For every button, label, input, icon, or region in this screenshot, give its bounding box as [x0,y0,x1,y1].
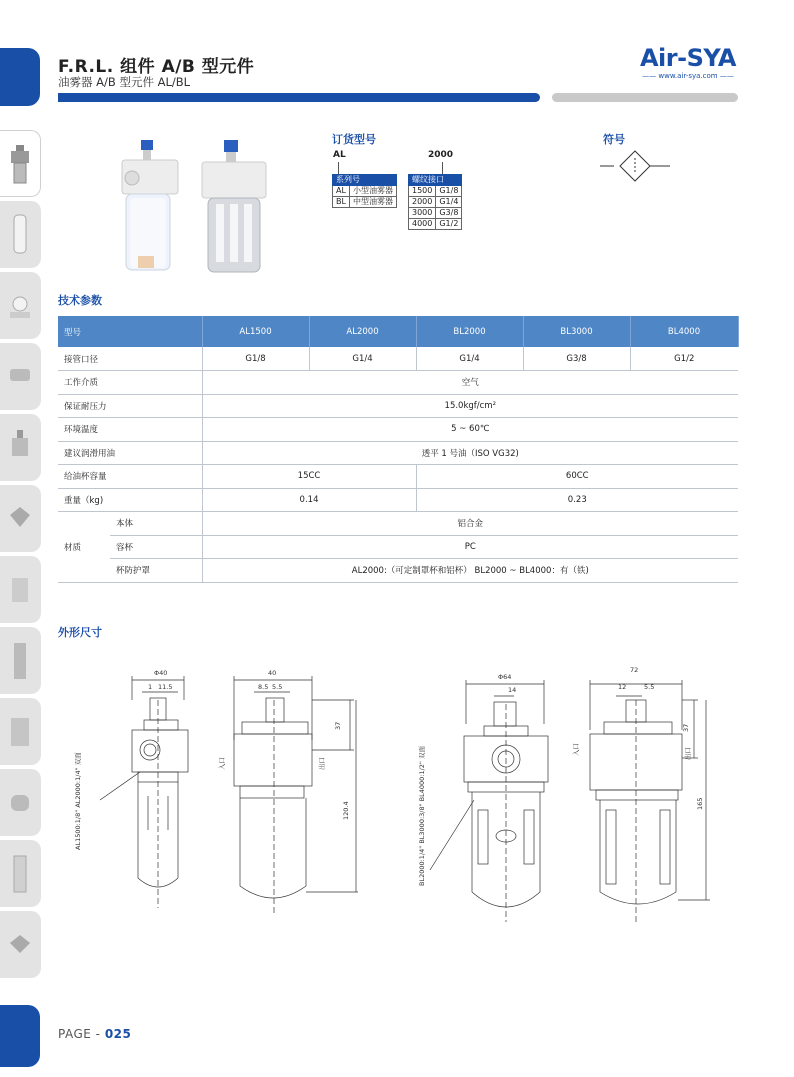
inlet-label: 入口 [218,757,226,770]
sidebar-tab-fitting[interactable] [0,343,41,410]
thread-row [409,186,462,197]
spec-label: 工作介质 [58,371,202,395]
inlet-label: 入口 [572,743,580,756]
spec-header-cell: AL1500 [202,316,309,347]
drawing-bl-front [430,680,548,922]
thread-port: G1/2 [436,219,462,230]
spec-label: 建议润滑用油 [58,441,202,465]
thread-size: 1500 [409,186,436,197]
series-code: AL [333,186,350,197]
series-row [333,186,397,197]
spec-value: 透平 1 号油（ISO VG32) [202,441,738,465]
dim-label: 165 [696,797,704,810]
drawing-al-side [234,676,358,916]
footer-corner-tab [0,1005,40,1067]
filter-icon [8,213,32,257]
spec-sublabel: 本体 [110,512,202,536]
dim-label: BL2000:1/4" BL3000:3/8" BL4000:1/2" 双面 [418,746,426,886]
dimension-drawings [58,660,738,930]
spec-value: G3/8 [523,347,630,371]
elbow-icon [8,781,32,825]
thread-size: 3000 [409,208,436,219]
spec-row-bowl [58,535,738,559]
sidebar-tab-filter[interactable] [0,201,41,268]
spec-row-port [58,347,738,371]
page-subtitle: 油雾器 A/B 型元件 AL/BL [58,75,191,89]
dim-label: 40 [268,669,277,677]
spec-value: 空气 [202,371,738,395]
spec-label: 重量（kg) [58,488,202,512]
outlet-label: 出口 [318,757,326,770]
spec-value: 5 ~ 60℃ [202,418,738,442]
dim-label: 5.5 [272,683,283,691]
spec-table [58,316,739,583]
series-row [333,197,397,208]
dim-label: Φ64 [498,673,512,681]
spec-label: 接管口径 [58,347,202,371]
dim-label: 8.5 [258,683,269,691]
spec-label: 环境温度 [58,418,202,442]
block-icon [8,497,32,541]
sidebar-tab-manifold[interactable] [0,911,41,978]
spec-label: 保证耐压力 [58,394,202,418]
spec-value: G1/4 [416,347,523,371]
spec-row-medium [58,371,738,395]
order-connector-line [338,162,339,174]
page-number [58,1027,131,1041]
sidebar-tab-actuator[interactable] [0,698,41,765]
page-num-value: 025 [104,1027,132,1041]
dim-label: 37 [682,723,690,732]
spec-value: 0.14 [202,488,416,512]
product-bl-photo [198,138,270,276]
order-code-size: 2000 [428,150,454,160]
frl-unit-icon [8,143,32,187]
spec-value: 0.23 [416,488,738,512]
thread-size: 4000 [409,219,436,230]
header-corner-tab [0,48,40,106]
spec-value: 60CC [416,465,738,489]
product-al-photo [116,138,184,276]
spec-value: PC [202,535,738,559]
spec-sublabel: 杯防护罩 [110,559,202,583]
order-code-series: AL [333,150,346,160]
sidebar-tab-frl[interactable] [0,130,41,197]
dim-label: 11.5 [158,683,173,691]
thread-row [409,219,462,230]
spec-value: G1/4 [309,347,416,371]
lubricator-symbol-icon [600,150,670,182]
series-name: 中型油雾器 [349,197,396,208]
spec-row-body [58,512,738,536]
dim-label: 12 [618,683,627,691]
dim-label: 14 [508,686,517,694]
spec-sublabel: 容杯 [110,535,202,559]
outlet-label: 出口 [684,747,692,760]
manifold-icon [8,923,32,967]
dim-label: AL1500:1/8" AL2000:1/4" 双面 [74,752,82,850]
sidebar-tab-elbow[interactable] [0,769,41,836]
page-prefix: PAGE - [58,1027,105,1041]
series-header: 系列号 [333,175,397,186]
spec-row-cup [58,465,738,489]
thread-port: G1/8 [436,186,462,197]
series-name: 小型油雾器 [349,186,396,197]
spec-row-weight [58,488,738,512]
thread-table [408,174,462,230]
dim-label: 120.4 [342,801,350,820]
sidebar-tab-gauge[interactable] [0,272,41,339]
spec-header-cell: BL2000 [416,316,523,347]
sidebar-tab-block[interactable] [0,485,41,552]
spec-header-cell: 型号 [58,316,202,347]
sidebar-tab-valve[interactable] [0,414,41,481]
symbol-title: 符号 [603,133,625,146]
drawing-bl-side [590,680,710,922]
spec-row-oil [58,441,738,465]
spec-label: 给油杯容量 [58,465,202,489]
spec-row-temp [58,418,738,442]
spec-header-row [58,316,738,347]
valve-icon [8,426,32,470]
header-bar-blue [58,93,540,102]
thread-row [409,197,462,208]
series-code: BL [333,197,350,208]
spec-value: 15CC [202,465,416,489]
thread-port: G3/8 [436,208,462,219]
gauge-icon [8,284,32,328]
silencer-icon [8,852,32,896]
brand-logo [636,44,740,80]
thread-header: 螺纹接口 [409,175,462,186]
spec-section-title: 技术参数 [58,294,102,307]
drawing-al-front [100,676,188,908]
spec-value: 铝合金 [202,512,738,536]
cylinder-icon [8,639,32,683]
page-title: F.R.L. 组件 A/B 型元件 [58,57,255,77]
order-model-title: 订货型号 [332,133,376,146]
spec-value: G1/8 [202,347,309,371]
spec-header-cell: BL4000 [630,316,738,347]
spec-header-cell: BL3000 [523,316,630,347]
thread-row [409,208,462,219]
spec-value: 15.0kgf/cm² [202,394,738,418]
spec-row-pressure [58,394,738,418]
dim-label: 37 [334,721,342,730]
logo-text: Air-SYA [639,44,737,72]
sidebar-tab-silencer[interactable] [0,840,41,907]
spec-row-guard [58,559,738,583]
sidebar-tab-regulator[interactable] [0,556,41,623]
spec-label: 材质 [58,512,110,583]
header-bar-grey [552,93,738,102]
thread-size: 2000 [409,197,436,208]
order-connector-line [442,162,443,174]
spec-value: G1/2 [630,347,738,371]
actuator-icon [8,710,32,754]
thread-port: G1/4 [436,197,462,208]
dim-label: 72 [630,666,639,674]
spec-header-cell: AL2000 [309,316,416,347]
dim-label: 5.5 [644,683,655,691]
fitting-icon [8,355,32,399]
series-table [332,174,397,208]
sidebar-tab-cylinder[interactable] [0,627,41,694]
spec-value: AL2000:（可定制罩杯和铝杯） BL2000 ~ BL4000：有（铁) [202,559,738,583]
logo-url: —— www.air-sya.com —— [642,72,734,80]
dims-section-title: 外形尺寸 [58,626,102,639]
dim-label: 1 [148,683,153,691]
regulator-icon [8,568,32,612]
dim-label: Φ40 [154,669,168,677]
